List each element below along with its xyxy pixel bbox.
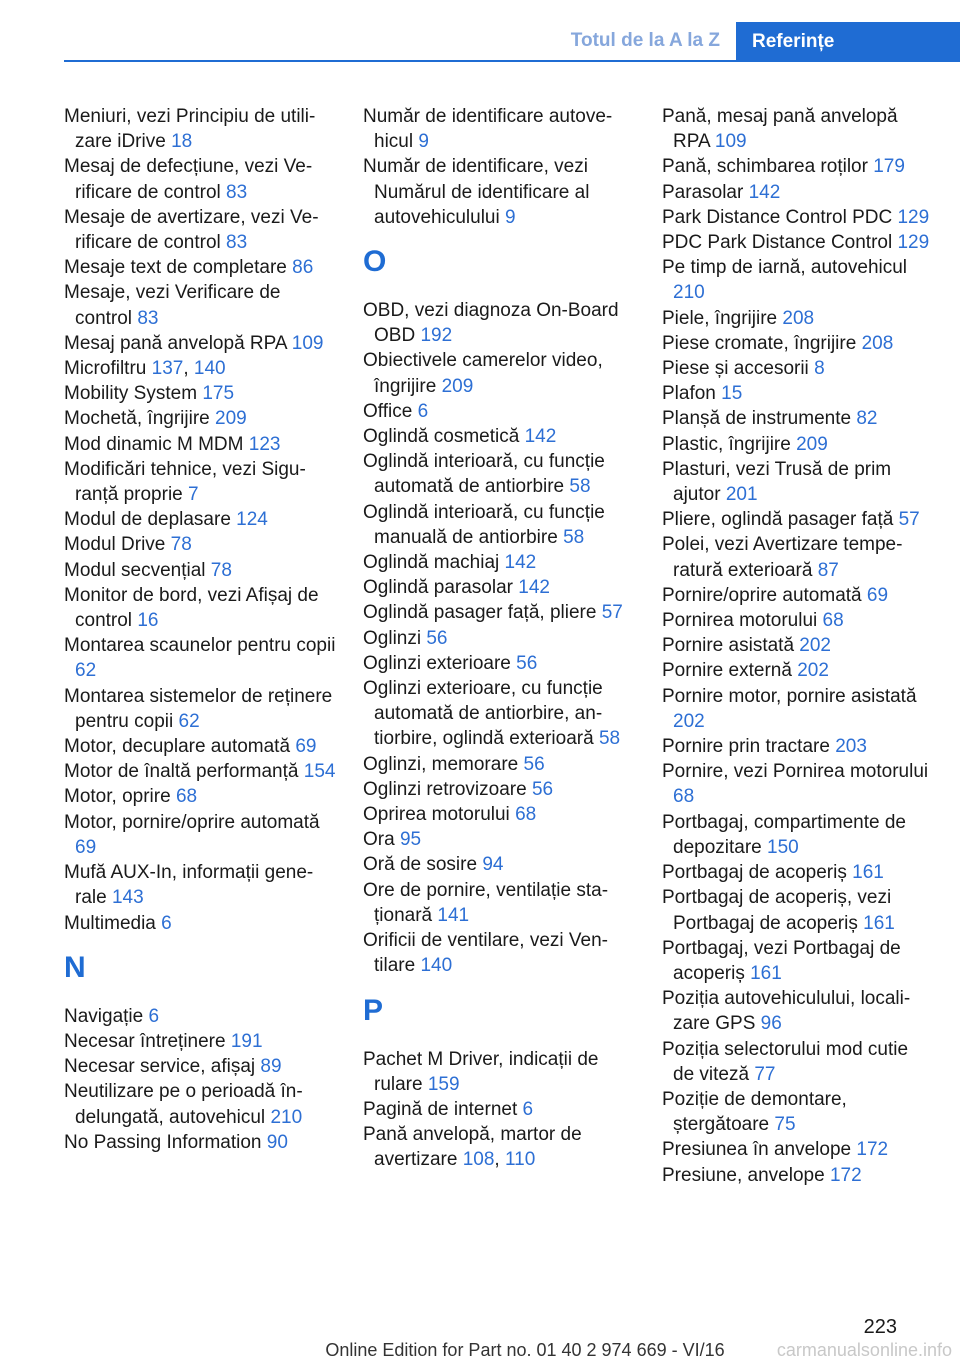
index-entry: [662, 154, 930, 179]
page-link[interactable]: 56: [426, 627, 448, 649]
index-entry: [64, 759, 336, 784]
index-entry: [662, 633, 930, 658]
index-entry: [662, 1163, 930, 1188]
index-entry: [363, 802, 635, 827]
index-term: OBD, vezi diagnoza On-Board OBD: [363, 300, 619, 347]
page-link[interactable]: 140: [193, 358, 226, 380]
index-term: Navigație: [64, 1005, 149, 1027]
index-entry: [662, 205, 930, 230]
page-link[interactable]: 208: [782, 307, 815, 329]
page-link[interactable]: 68: [515, 804, 537, 826]
page-link[interactable]: 6: [161, 912, 172, 934]
index-term: Pagină de internet: [363, 1098, 523, 1120]
page-link[interactable]: 154: [303, 761, 336, 783]
index-entry: [64, 911, 336, 936]
page-link[interactable]: 68: [175, 786, 198, 808]
index-entry: [64, 205, 336, 255]
index-term: Mesaj pană anvelopă RPA: [64, 332, 292, 354]
index-entry: [662, 684, 930, 734]
page-link[interactable]: 209: [215, 408, 247, 430]
index-entry: [363, 298, 635, 348]
index-term: Oprirea motorului: [363, 804, 516, 826]
index-entry: [64, 507, 336, 532]
index-entry: [64, 558, 336, 583]
page-link[interactable]: 94: [482, 854, 504, 876]
page-link[interactable]: 179: [873, 156, 905, 178]
page-link[interactable]: 150: [767, 836, 799, 858]
index-term: Portbagaj de acoperiș: [662, 862, 853, 884]
index-entry: [64, 684, 336, 734]
index-term: Modul secvențial: [64, 559, 211, 581]
page-link[interactable]: 83: [226, 181, 248, 203]
page-link[interactable]: 56: [523, 753, 545, 775]
index-term: Pană, mesaj pană anvelopă RPA: [662, 106, 898, 153]
page-link[interactable]: 142: [518, 577, 550, 599]
index-entry: [662, 658, 930, 683]
index-entry: [662, 230, 930, 255]
index-entry: [363, 852, 635, 877]
index-term: Plasturi, vezi Trusă de prim ajutor: [662, 458, 892, 506]
index-term: Motor, decuplare automată: [64, 736, 296, 758]
index-term: Pornirea motorului: [662, 610, 823, 632]
index-entry: [64, 583, 336, 633]
index-term: Mesaj de defecțiune, vezi Verificare de control: [64, 156, 313, 203]
section-letter: N: [64, 950, 86, 984]
index-term: Plastic, îngrijire: [662, 433, 797, 455]
page-link[interactable]: 9: [504, 206, 516, 228]
page-link[interactable]: 124: [236, 509, 268, 531]
page-link[interactable]: 90: [266, 1131, 288, 1153]
page-link[interactable]: 202: [797, 660, 829, 682]
index-entry: [363, 399, 635, 424]
index-term: Pornire motor, pornire asistată: [662, 685, 917, 707]
page-link[interactable]: 123: [248, 433, 281, 455]
index-term: Mobility System: [64, 383, 203, 405]
index-entry: [64, 532, 336, 557]
page-link[interactable]: 58: [569, 476, 591, 498]
index-term: Pe timp de iarnă, autovehicul: [662, 257, 908, 279]
page-link[interactable]: 89: [260, 1056, 282, 1078]
page-link[interactable]: 142: [524, 426, 557, 448]
index-term: Microfiltru: [64, 358, 152, 380]
page-link[interactable]: 141: [437, 904, 470, 926]
page-link[interactable]: 202: [673, 710, 705, 732]
index-entry: [363, 626, 635, 651]
page-link[interactable]: 129: [897, 206, 930, 228]
index-entry: [662, 331, 930, 356]
index-entry: Microfiltru 137, 140: [64, 358, 226, 380]
page-link[interactable]: 159: [427, 1073, 460, 1095]
page-link[interactable]: 209: [441, 375, 474, 397]
page-link[interactable]: 161: [750, 962, 782, 984]
index-column-3: [662, 104, 930, 1188]
index-term: Pornire/oprire automată: [662, 584, 867, 606]
section-letter: P: [363, 993, 384, 1027]
page-link[interactable]: 56: [516, 652, 538, 674]
index-entry: [64, 810, 336, 860]
index-entry: [64, 432, 336, 457]
index-term: Portbagaj, vezi Portbagaj de acoperiș: [662, 937, 901, 984]
page-link[interactable]: 142: [504, 552, 537, 574]
index-entry: [64, 154, 336, 204]
index-entry: [662, 885, 930, 935]
index-entry: [64, 784, 336, 809]
index-term: Ore de pornire, ventilație staționară: [363, 879, 609, 926]
index-entry: [662, 457, 930, 507]
index-term: Poziția selectorului mod cutie de viteză: [662, 1038, 909, 1085]
page-link[interactable]: 83: [226, 232, 248, 254]
index-entry: [64, 1004, 336, 1029]
index-entry: [363, 777, 635, 802]
index-entry: [363, 550, 635, 575]
index-term: Pachet M Driver, indicații de rulare: [363, 1048, 599, 1095]
section-letter: O: [363, 245, 387, 279]
page-link[interactable]: 58: [563, 526, 585, 548]
index-term: Număr de identificare autovehicul: [363, 106, 613, 153]
page-header: [0, 22, 960, 62]
index-term: Mod dinamic M MDM: [64, 433, 249, 455]
index-term: Polei, vezi Avertizare temperatură exterioară: [662, 534, 903, 581]
index-term: Park Distance Control PDC: [662, 206, 898, 228]
index-term: Mochetă, îngrijire: [64, 408, 216, 430]
index-entry: [662, 860, 930, 885]
index-entry: [662, 1037, 930, 1087]
index-term: Montarea sistemelor de reținere pentru copii: [64, 685, 333, 732]
index-term: Mesaje, vezi Verificare de control: [64, 282, 281, 329]
index-term: Poziție de demontare, ștergătoare: [662, 1088, 847, 1136]
index-entry: [363, 928, 635, 978]
index-column-2: [363, 104, 635, 1173]
index-entry: [363, 600, 635, 625]
index-entry: [64, 381, 336, 406]
page-link[interactable]: 109: [291, 332, 324, 354]
index-entry: [662, 507, 930, 532]
page-link[interactable]: 142: [748, 181, 781, 203]
page-link[interactable]: 175: [202, 383, 235, 405]
page-link[interactable]: 209: [796, 433, 828, 455]
index-entry: [662, 936, 930, 986]
index-entry: [662, 810, 930, 860]
index-entry: [363, 651, 635, 676]
index-term: Necesar întreținere: [64, 1030, 231, 1052]
index-term: Piele, îngrijire: [662, 307, 783, 329]
page-link[interactable]: 137: [151, 358, 184, 380]
index-term: Modificări tehnice, vezi Siguranță proprie: [64, 458, 306, 506]
page-link[interactable]: 57: [898, 509, 920, 531]
page-link[interactable]: 172: [829, 1164, 862, 1186]
page-link[interactable]: 201: [725, 484, 758, 506]
index-entry: [662, 608, 930, 633]
index-term: Meniuri, vezi Principiu de utilizare iDrive: [64, 106, 316, 153]
page-link[interactable]: 68: [822, 610, 844, 632]
index-entry: [363, 104, 635, 154]
index-term: Mufă AUX-In, informații generale: [64, 862, 314, 909]
page-link[interactable]: 6: [522, 1098, 534, 1120]
index-entry: [662, 986, 930, 1036]
index-term: Parasolar: [662, 181, 749, 203]
index-entry: [64, 280, 336, 330]
index-term: Modul Drive: [64, 534, 171, 556]
index-term: Oglindă interioară, cu funcție automată de antiorbire: [363, 451, 605, 498]
page-link[interactable]: 109: [714, 131, 747, 153]
index-entry: [363, 1047, 635, 1097]
index-entry: [64, 1029, 336, 1054]
page-link[interactable]: 69: [295, 736, 317, 758]
index-term: Necesar service, afișaj: [64, 1056, 261, 1078]
page-link[interactable]: 69: [866, 584, 889, 606]
page-link[interactable]: 62: [75, 660, 97, 682]
page-link[interactable]: 78: [170, 534, 192, 556]
index-term: Portbagaj de acoperiș, vezi Portbagaj de acoperiș: [662, 887, 892, 934]
index-entry: [363, 154, 635, 230]
watermark: carmanualsonline.info: [776, 1340, 952, 1360]
page-link[interactable]: 56: [531, 778, 554, 800]
page-link[interactable]: 75: [774, 1114, 796, 1136]
page-number: 223: [863, 1316, 897, 1338]
index-term: Pliere, oglindă pasager față: [662, 509, 899, 531]
page-link[interactable]: 210: [673, 282, 705, 304]
index-term: Oglinzi, memorare: [363, 753, 524, 775]
index-term: Ora: [363, 829, 400, 851]
page-link[interactable]: 9: [418, 131, 429, 153]
page-link[interactable]: 57: [601, 602, 623, 624]
index-entry: [64, 255, 336, 280]
index-term: Modul de deplasare: [64, 509, 237, 531]
index-term: Pană anvelopă, martor de avertizare: [363, 1124, 582, 1171]
page-link[interactable]: 18: [171, 131, 193, 153]
index-term: Oră de sosire: [363, 854, 483, 876]
index-entry: [662, 1137, 930, 1162]
index-entry: [64, 1130, 336, 1155]
page-link[interactable]: 129: [897, 232, 930, 254]
index-entry: [363, 878, 635, 928]
page-link[interactable]: 7: [188, 484, 199, 506]
index-entry: [363, 424, 635, 449]
index-term: Oglinzi: [363, 627, 427, 649]
index-term: Presiunea în anvelope: [662, 1139, 857, 1161]
index-term: Piese și accesorii: [662, 358, 815, 380]
index-entry: [662, 356, 930, 381]
index-entry: [662, 180, 930, 205]
index-entry: [662, 255, 930, 305]
page-link[interactable]: 191: [230, 1030, 263, 1052]
index-term: Montarea scaunelor pentru copii: [64, 635, 336, 657]
index-term: Oglindă machiaj: [363, 552, 505, 574]
page-link[interactable]: 172: [856, 1139, 889, 1161]
index-entry: [662, 734, 930, 759]
index-term: Neutilizare pe o perioadă îndelungată, autovehicul: [64, 1081, 303, 1128]
page-link[interactable]: 210: [270, 1106, 303, 1128]
index-entry: [662, 406, 930, 431]
page-link[interactable]: 161: [852, 862, 884, 884]
page-link[interactable]: 69: [75, 836, 97, 858]
page-link[interactable]: 16: [137, 610, 159, 632]
index-term: Mesaje de avertizare, vezi Verificare de control: [64, 206, 319, 254]
index-term: Oglinzi exterioare, cu funcție automată de antiorbire, antiorbire, oglindă exterioară: [363, 678, 603, 750]
page-link[interactable]: 8: [814, 358, 825, 380]
index-entry: [662, 532, 930, 582]
index-entry: [64, 1079, 336, 1129]
index-entry: [363, 449, 635, 499]
page-link[interactable]: 15: [721, 383, 743, 405]
index-term: Pornire asistată: [662, 635, 800, 657]
index-term: Pornire, vezi Pornirea motorului: [662, 761, 929, 783]
index-term: Pornire externă: [662, 660, 798, 682]
index-term: No Passing Information: [64, 1131, 267, 1153]
index-term: Office: [363, 400, 418, 422]
index-column-1: [64, 104, 336, 1155]
index-entry: [363, 500, 635, 550]
index-term: Număr de identificare, vezi Numărul de identificare al autovehiculului: [363, 156, 590, 228]
index-entry: [662, 1087, 930, 1137]
index-entry: [662, 104, 930, 154]
page-link[interactable]: 6: [417, 400, 429, 422]
page-link[interactable]: 192: [420, 325, 453, 347]
index-entry: [64, 331, 336, 356]
index-term: PDC Park Distance Control: [662, 232, 898, 254]
page-link[interactable]: 78: [210, 559, 232, 581]
index-entry: [662, 583, 930, 608]
page-link[interactable]: 86: [292, 257, 314, 279]
index-entry: [363, 575, 635, 600]
index-entry: [662, 759, 930, 809]
index-term: Oglinzi exterioare: [363, 652, 517, 674]
index-entry: [64, 406, 336, 431]
index-term: Motor de înaltă performanță: [64, 761, 304, 783]
index-term: Obiectivele camerelor video, îngrijire: [363, 350, 603, 397]
page-link[interactable]: 143: [111, 887, 144, 909]
page-link[interactable]: 82: [856, 408, 878, 430]
index-term: Multimedia: [64, 912, 162, 934]
index-entry: [64, 104, 336, 154]
page-link[interactable]: 58: [598, 728, 621, 750]
index-term: Monitor de bord, vezi Afișaj de control: [64, 584, 319, 632]
index-term: Oglindă cosmetică: [363, 426, 525, 448]
index-entry: [363, 1097, 635, 1122]
index-term: Poziția autovehiculului, localizare GPS: [662, 988, 911, 1035]
tab-references[interactable]: Referințe: [736, 22, 960, 62]
index-entry: [64, 1054, 336, 1079]
index-term: Oglindă interioară, cu funcție manuală de antiorbire: [363, 501, 605, 548]
index-term: Presiune, anvelope: [662, 1164, 830, 1186]
page-link[interactable]: 108: [462, 1149, 495, 1171]
index-term: Pornire prin tractare: [662, 736, 836, 758]
header-rule: [64, 60, 960, 62]
index-entry: [363, 348, 635, 398]
section-title: Totul de la A la Z: [570, 30, 720, 51]
page-link[interactable]: 87: [817, 559, 839, 581]
page-link[interactable]: 96: [760, 1013, 782, 1035]
index-entry: [64, 457, 336, 507]
index-entry: [363, 676, 635, 752]
page-link[interactable]: 95: [399, 829, 422, 851]
index-term: Mesaje text de completare: [64, 257, 293, 279]
index-term: Oglinzi retrovizoare: [363, 778, 532, 800]
index-term: Motor, oprire: [64, 786, 176, 808]
page-link[interactable]: 6: [148, 1005, 160, 1027]
index-entry: Pană anvelopă, martor de avertizare 108, 110: [363, 1124, 582, 1171]
page-link[interactable]: 203: [835, 736, 867, 758]
index-entry: [662, 432, 930, 457]
page-link[interactable]: 62: [178, 710, 200, 732]
index-term: Plafon: [662, 383, 722, 405]
index-term: Pană, schimbarea roților: [662, 156, 874, 178]
index-term: Portbagaj, compartimente de depozitare: [662, 811, 906, 858]
index-term: Orificii de ventilare, vezi Ventilare: [363, 930, 608, 977]
index-entry: [662, 306, 930, 331]
index-entry: [363, 752, 635, 777]
index-entry: [64, 633, 336, 683]
index-term: Oglindă pasager față, pliere: [363, 602, 602, 624]
index-term: Motor, pornire/oprire automată: [64, 811, 320, 833]
index-entry: [363, 827, 635, 852]
page-link[interactable]: 68: [673, 786, 695, 808]
page-link[interactable]: 83: [137, 307, 159, 329]
index-entry: [662, 381, 930, 406]
page-link[interactable]: 110: [504, 1149, 536, 1171]
index-entry: [64, 734, 336, 759]
index-term: Oglindă parasolar: [363, 577, 519, 599]
page-link[interactable]: 202: [799, 635, 831, 657]
page-link[interactable]: 77: [754, 1063, 776, 1085]
edition-footer: Online Edition for Part no. 01 40 2 974 669 - VI/16: [325, 1340, 725, 1360]
page-link[interactable]: 208: [861, 332, 894, 354]
index-term: Piese cromate, îngrijire: [662, 332, 862, 354]
index-entry: [64, 860, 336, 910]
index-term: Planșă de instrumente: [662, 408, 857, 430]
page-link[interactable]: 140: [420, 955, 453, 977]
page-link[interactable]: 161: [863, 912, 895, 934]
